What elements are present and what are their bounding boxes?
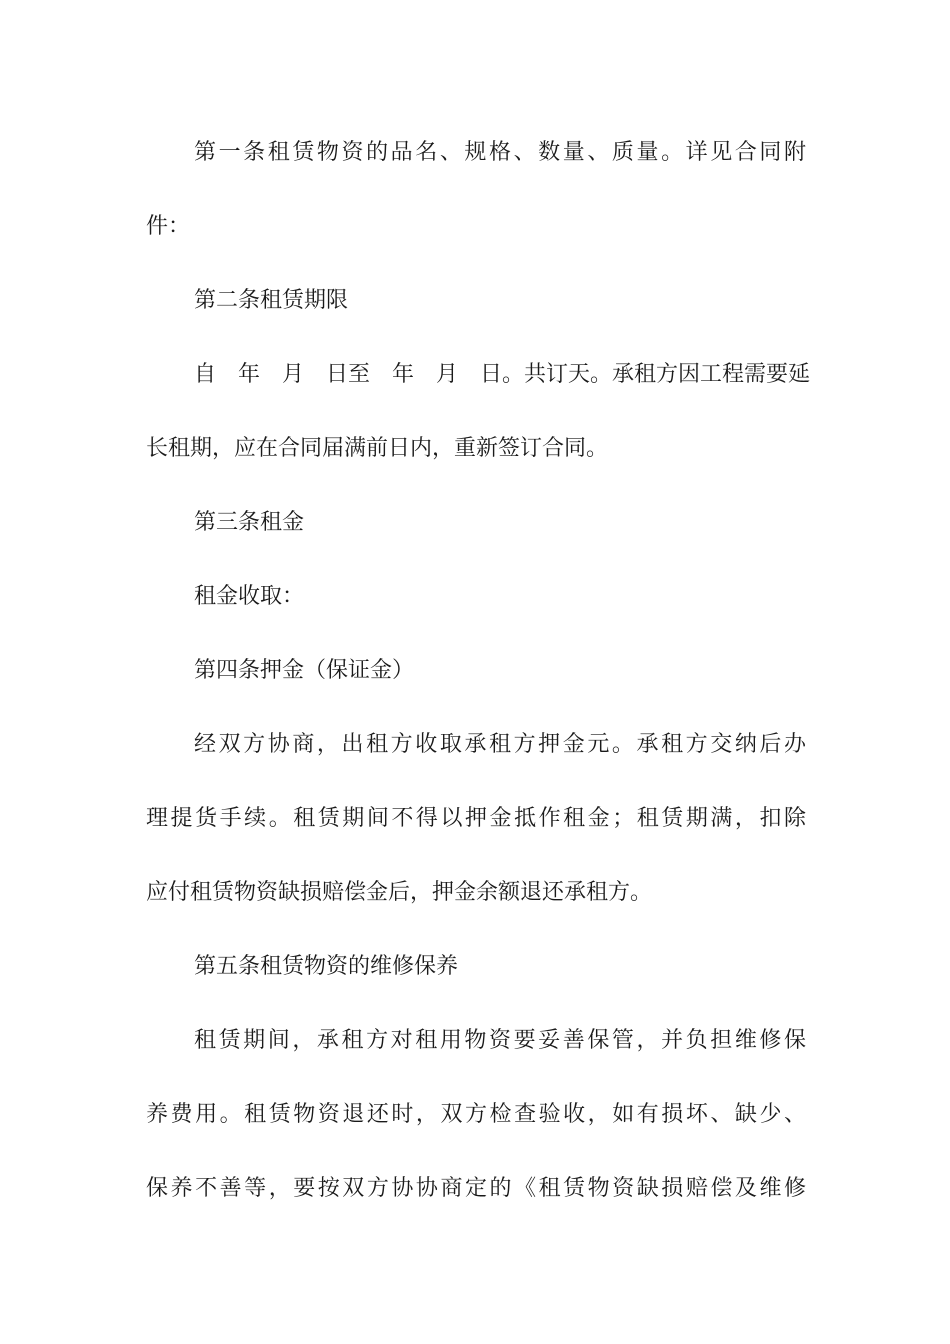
- clause-4-line-1: 经双方协商，出租方收取承租方押金元。承租方交纳后办: [194, 732, 806, 757]
- clause-2-line-2: 长租期，应在合同届满前日内，重新签订合同。: [146, 436, 609, 461]
- clause-1-line-1: 第一条租赁物资的品名、规格、数量、质量。详见合同附: [194, 140, 806, 165]
- clause-2-line-1: 自 年 月 日至 年 月 日。共订天。承租方因工程需要延: [194, 362, 811, 387]
- clause-4-line-2: 理提货手续。租赁期间不得以押金抵作租金；租赁期满，扣除: [146, 806, 806, 831]
- clause-5-line-1: 租赁期间，承租方对租用物资要妥善保管，并负担维修保: [194, 1028, 806, 1053]
- clause-3-heading: 第三条租金: [194, 510, 305, 535]
- clause-5-line-3: 保养不善等，要按双方协协商定的《租赁物资缺损赔偿及维修: [146, 1176, 806, 1201]
- clause-2-heading: 第二条租赁期限: [194, 288, 349, 313]
- clause-3-line-1: 租金收取：: [194, 584, 305, 609]
- clause-5-line-2: 养费用。租赁物资退还时，双方检查验收，如有损坏、缺少、: [146, 1102, 806, 1127]
- clause-4-heading: 第四条押金（保证金）: [194, 658, 415, 683]
- clause-4-line-3: 应付租赁物资缺损赔偿金后，押金余额退还承租方。: [146, 880, 653, 905]
- clause-1-line-2: 件：: [146, 214, 191, 239]
- clause-5-heading: 第五条租赁物资的维修保养: [194, 954, 459, 979]
